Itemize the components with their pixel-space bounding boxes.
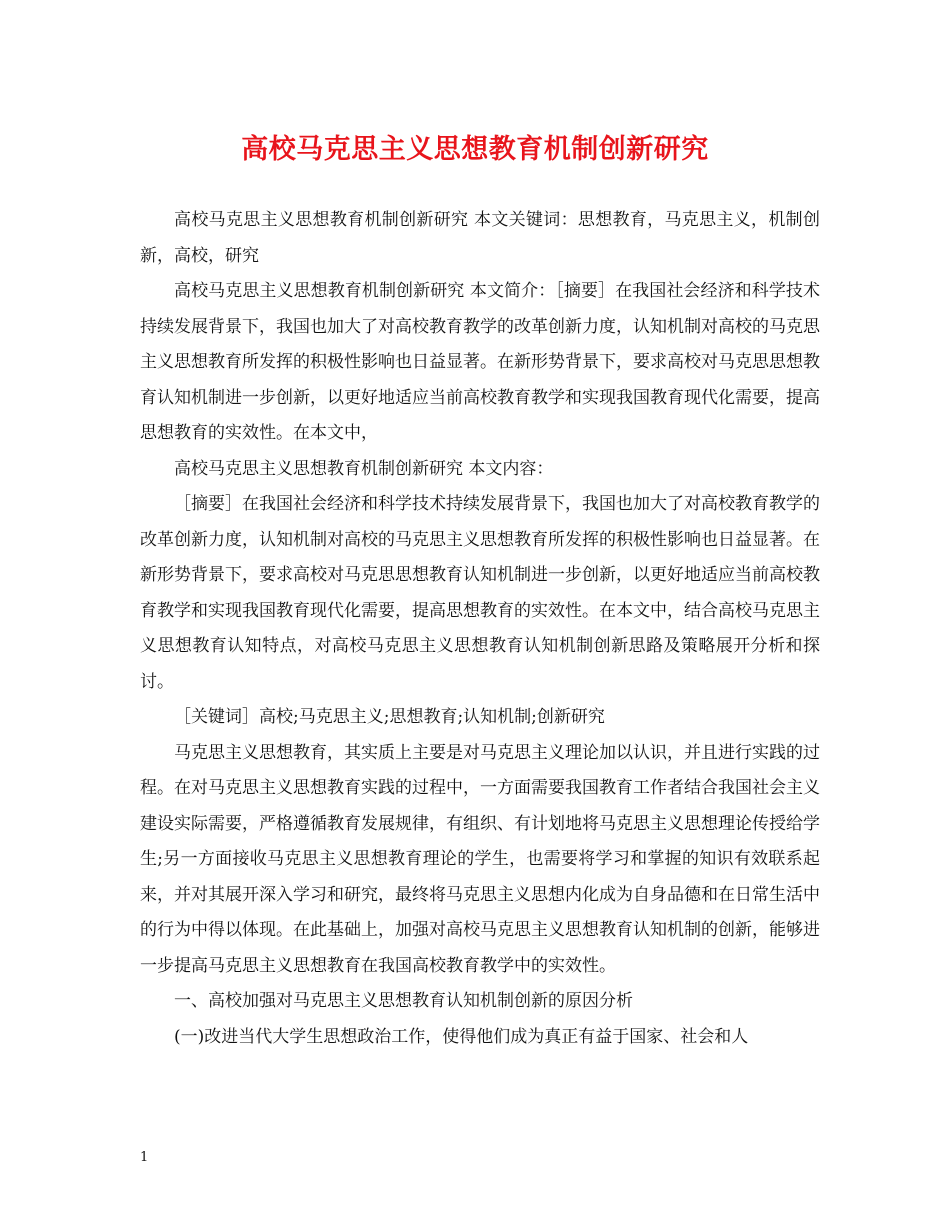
paragraph-content-intro: 高校马克思主义思想教育机制创新研究 本文内容：	[174, 458, 554, 479]
paragraph-keywords-intro: 高校马克思主义思想教育机制创新研究 本文关键词：思想教育，马克思主义，机制创新，高校，研究	[140, 210, 820, 266]
document-body	[140, 203, 820, 1055]
page-number: 1	[140, 1150, 149, 1165]
document-title: 高校马克思主义思想教育机制创新研究	[241, 134, 709, 165]
subsection-heading-1: (一)改进当代大学生思想政治工作，使得他们成为真正有益于国家、社会和人	[174, 1026, 749, 1047]
paragraph-abstract: ［摘要］在我国社会经济和科学技术持续发展背景下，我国也加大了对高校教育教学的改革创新力度，认知机制对高校的马克思主义思想教育所发挥的积极性影响也日益显著。在新形势背景下，要求高校对马克思思想教育认知机制进一步创新，以更好地适应当前高校教育教学和实现我国教育现代化需要，提高思想教育的实效性。在本文中，结合高校马克思主义思想教育认知特点，对高校马克思主义思想教育认知机制创新思路及策略展开分析和探讨。	[140, 494, 820, 692]
paragraph-summary-intro: 高校马克思主义思想教育机制创新研究 本文简介：［摘要］在我国社会经济和科学技术持续发展背景下，我国也加大了对高校教育教学的改革创新力度，认知机制对高校的马克思主义思想教育所发挥的积极性影响也日益显著。在新形势背景下，要求高校对马克思思想教育认知机制进一步创新，以更好地适应当前高校教育教学和实现我国教育现代化需要，提高思想教育的实效性。在本文中，	[140, 281, 820, 443]
paragraph-keywords: ［关键词］高校;马克思主义;思想教育;认知机制;创新研究	[174, 707, 605, 727]
paragraph-body-1: 马克思主义思想教育，其实质上主要是对马克思主义理论加以认识，并且进行实践的过程。在对马克思主义思想教育实践的过程中，一方面需要我国教育工作者结合我国社会主义建设实际需要，严格遵循教育发展规律，有组织、有计划地将马克思主义思想理论传授给学生;另一方面接收马克思主义思想教育理论的学生，也需要将学习和掌握的知识有效联系起来，并对其展开深入学习和研究，最终将马克思主义思想内化成为自身品德和在日常生活中的行为中得以体现。在此基础上，加强对高校马克思主义思想教育认知机制的创新，能够进一步提高马克思主义思想教育在我国高校教育教学中的实效性。	[140, 742, 820, 976]
section-heading-1: 一、高校加强对马克思主义思想教育认知机制创新的原因分析	[174, 991, 633, 1011]
